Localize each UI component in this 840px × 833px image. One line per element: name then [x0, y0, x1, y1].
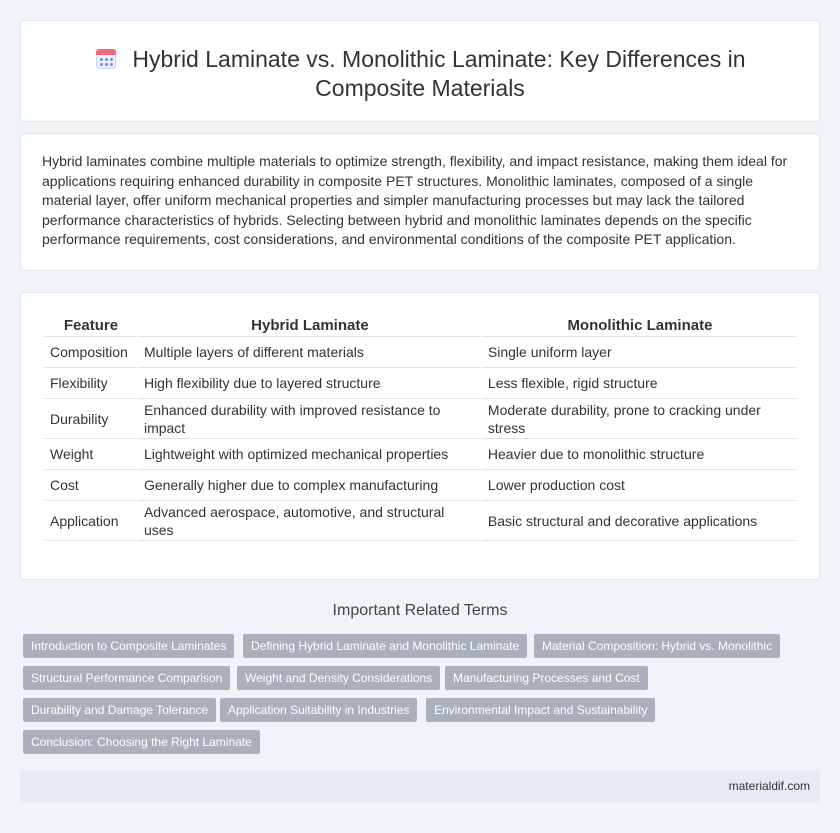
page-title: Hybrid Laminate vs. Monolithic Laminate: Key Differences in Composite Materials	[132, 46, 746, 101]
comparison-table	[43, 313, 799, 541]
table-cell: Flexibility	[45, 368, 137, 399]
footer-site-link[interactable]: materialdif.com	[728, 779, 810, 793]
table-cell: Cost	[45, 470, 137, 501]
table-row	[45, 368, 797, 399]
related-term-tag[interactable]: Material Composition: Hybrid vs. Monolithic	[534, 634, 780, 658]
footer	[20, 770, 820, 802]
related-term-tag[interactable]: Environmental Impact and Sustainability	[426, 698, 655, 722]
column-header-monolithic: Monolithic Laminate	[483, 313, 797, 337]
table-cell: Heavier due to monolithic structure	[483, 439, 797, 470]
table-row	[45, 501, 797, 541]
table-cell: Durability	[45, 399, 137, 439]
page-title-wrap	[61, 45, 779, 103]
related-term-tag[interactable]: Defining Hybrid Laminate and Monolithic Laminate	[243, 634, 527, 658]
related-term-tag[interactable]: Manufacturing Processes and Cost	[445, 666, 648, 690]
related-term-tag[interactable]: Conclusion: Choosing the Right Laminate	[23, 730, 260, 754]
intro-paragraph: Hybrid laminates combine multiple materials to optimize strength, flexibility, and impact resistance, making them ideal for applications requiring enhanced durability in composite PET structures. Monolithic laminates, composed of a single material layer, offer uniform mechanical properties and simpler manufacturing processes but may lack the tailored performance characteristics of hybrids. Selecting between hybrid and monolithic laminates depends on the specific performance requirements, cost considerations, and environmental conditions of the composite PET application.	[42, 153, 788, 248]
header-card	[20, 20, 820, 122]
table-cell: Lightweight with optimized mechanical properties	[139, 439, 481, 470]
table-cell: Application	[45, 501, 137, 541]
related-term-tag[interactable]: Application Suitability in Industries	[220, 698, 417, 722]
table-row	[45, 470, 797, 501]
related-term-tag[interactable]: Introduction to Composite Laminates	[23, 634, 234, 658]
table-cell: Advanced aerospace, automotive, and structural uses	[139, 501, 481, 541]
table-cell: Basic structural and decorative applications	[483, 501, 797, 541]
table-cell: Moderate durability, prone to cracking under stress	[483, 399, 797, 439]
table-cell: High flexibility due to layered structure	[139, 368, 481, 399]
table-cell: Multiple layers of different materials	[139, 337, 481, 368]
table-cell: Less flexible, rigid structure	[483, 368, 797, 399]
table-cell: Single uniform layer	[483, 337, 797, 368]
related-term-tag[interactable]: Weight and Density Considerations	[237, 666, 440, 690]
table-row	[45, 399, 797, 439]
table-cell: Weight	[45, 439, 137, 470]
table-row	[45, 439, 797, 470]
table-row	[45, 337, 797, 368]
table-cell: Enhanced durability with improved resistance to impact	[139, 399, 481, 439]
table-cell: Composition	[45, 337, 137, 368]
column-header-hybrid: Hybrid Laminate	[139, 313, 481, 337]
comparison-table-card	[20, 292, 820, 580]
calendar-icon	[94, 46, 118, 70]
related-term-tag[interactable]: Durability and Damage Tolerance	[23, 698, 216, 722]
related-terms-title: Important Related Terms	[332, 602, 508, 619]
intro-card	[20, 133, 820, 271]
column-header-feature: Feature	[45, 313, 137, 337]
related-term-tag[interactable]: Structural Performance Comparison	[23, 666, 230, 690]
table-cell: Lower production cost	[483, 470, 797, 501]
table-cell: Generally higher due to complex manufacturing	[139, 470, 481, 501]
